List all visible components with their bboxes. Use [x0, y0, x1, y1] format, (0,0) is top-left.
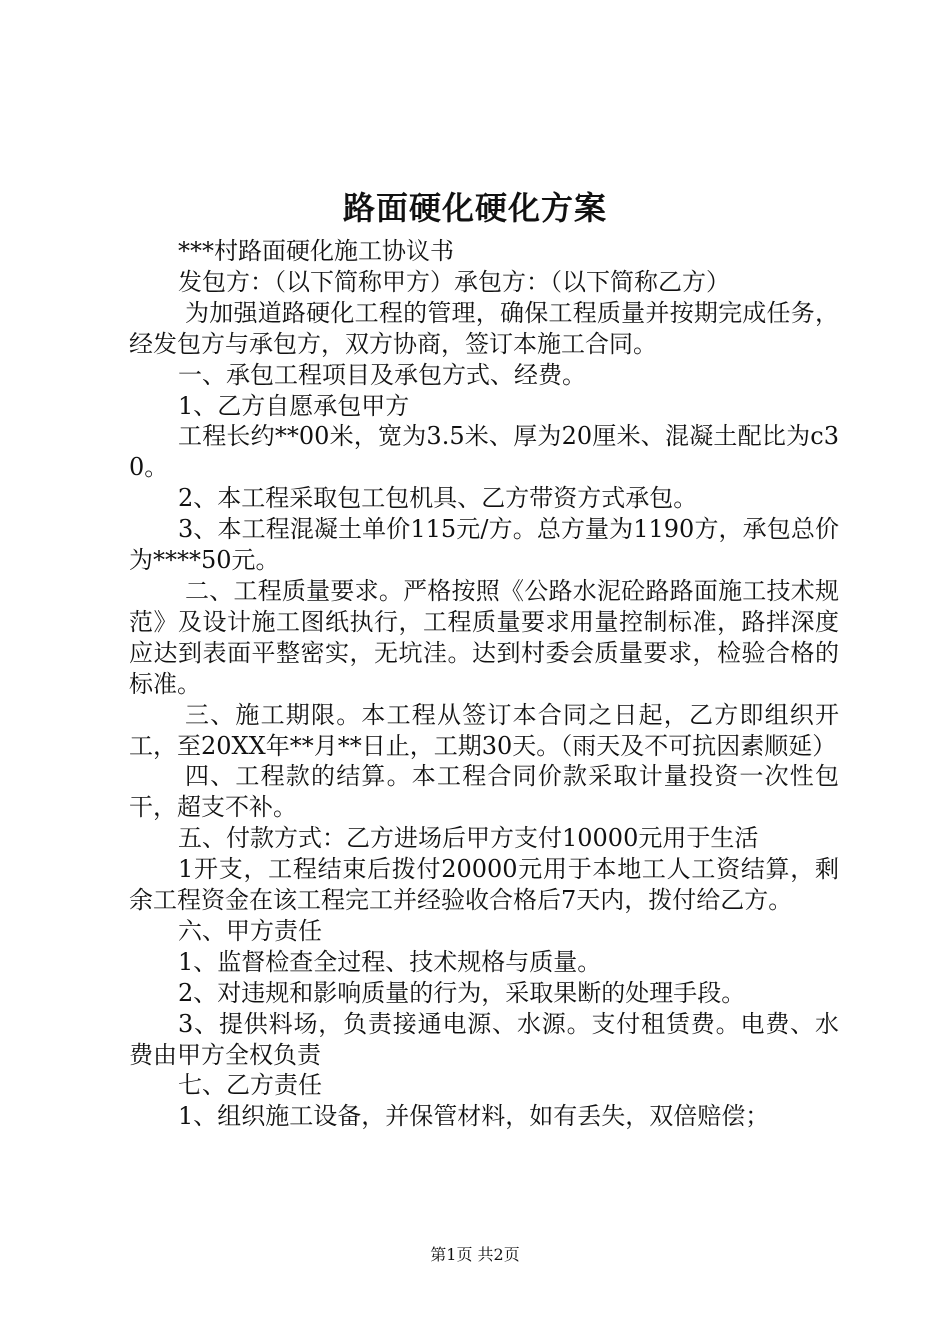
section-7-heading: 七、乙方责任: [178, 1071, 322, 1100]
section-6-heading: 六、甲方责任: [178, 916, 322, 945]
section-6-item-1: 1、监督检查全过程、技术规格与质量。: [178, 947, 602, 976]
section-7-item-1: 1、组织施工设备，并保管材料，如有丢失，双倍赔偿；: [178, 1102, 770, 1131]
document-body: [129, 236, 839, 1132]
section-4-settlement: 四、工程款的结算。本工程合同价款采取计量投资一次性包干，超支不补。: [129, 762, 839, 822]
section-1-item-3: 3、本工程混凝土单价115元/方。总方量为1190方，承包总价为****50元。: [129, 515, 839, 575]
parties-line: 发包方：（以下简称甲方）承包方：（以下简称乙方）: [178, 267, 730, 296]
section-6-item-2: 2、对违规和影响质量的行为，采取果断的处理手段。: [178, 978, 746, 1007]
section-6-item-3: 3、提供料场，负责接通电源、水源。支付租赁费。电费、水费由甲方全权负责: [129, 1009, 839, 1069]
section-1-item-1: 1、乙方自愿承包甲方: [178, 391, 410, 420]
section-1-project-spec: 工程长约**00米，宽为3.5米、厚为20厘米、混凝土配比为c30。: [129, 422, 839, 482]
page-footer: 第1页 共2页: [430, 1245, 520, 1264]
section-1-item-2: 2、本工程采取包工包机具、乙方带资方式承包。: [178, 484, 698, 513]
section-5-payment: 五、付款方式：乙方进场后甲方支付10000元用于生活: [178, 824, 759, 853]
agreement-heading: ***村路面硬化施工协议书: [178, 237, 454, 265]
section-1-heading: 一、承包工程项目及承包方式、经费。: [178, 360, 586, 389]
section-3-schedule: 三、施工期限。本工程从签订本合同之日起，乙方即组织开工，至20XX年**月**日止，工期30天。（雨天及不可抗因素顺延）: [129, 700, 839, 760]
preamble-paragraph: 为加强道路硬化工程的管理，确保工程质量并按期完成任务，经发包方与承包方，双方协商，签订本施工合同。: [129, 298, 839, 358]
section-5-payment-continued: 1开支，工程结束后拨付20000元用于本地工人工资结算，剩余工程资金在该工程完工并经验收合格后7天内，拨付给乙方。: [129, 855, 839, 915]
document-title: 路面硬化硬化方案: [342, 189, 607, 227]
section-2-quality: 二、工程质量要求。严格按照《公路水泥砼路路面施工技术规范》及设计施工图纸执行，工程质量要求用量控制标准，路拌深度应达到表面平整密实，无坑洼。达到村委会质量要求，检验合格的标准。: [129, 576, 839, 698]
